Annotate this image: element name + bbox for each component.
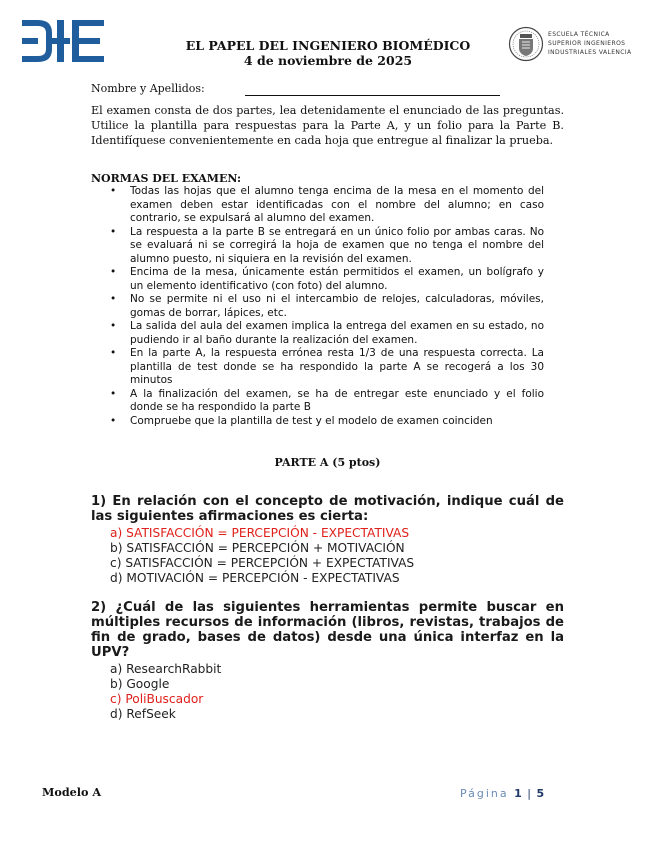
school-name-line: ESCUELA TÉCNICA: [548, 31, 610, 38]
answer-option: a) ResearchRabbit: [110, 662, 222, 676]
name-input-line[interactable]: [245, 95, 500, 96]
exam-model-label: Modelo A: [42, 785, 102, 799]
answer-option: d) MOTIVACIÓN = PERCEPCIÓN - EXPECTATIVAS: [110, 571, 400, 585]
page-indicator: [460, 787, 544, 800]
question-2: [91, 600, 564, 722]
title-line-1: EL PAPEL DEL INGENIERO BIOMÉDICO: [185, 38, 471, 53]
school-seal-icon: [508, 26, 544, 62]
question-text: 2) ¿Cuál de las siguientes herramientas permite buscar en múltiples recursos de información (libros, revistas, trabajos de fin de grado, bases de datos) desde una única interfaz en la UPV?: [91, 600, 564, 660]
document-title: [150, 38, 506, 68]
rule-item: • Compruebe que la plantilla de test y el modelo de examen coinciden: [110, 415, 544, 429]
answer-options: [110, 662, 564, 722]
page-label: Página: [460, 787, 509, 800]
rule-item: • No se permite ni el uso ni el intercambio de relojes, calculadoras, móviles, gomas de borrar, lápices, etc.: [110, 293, 544, 320]
answer-option: b) Google: [110, 677, 170, 691]
rule-item: • Encima de la mesa, únicamente están permitidos el examen, un bolígrafo y un elemento identificativo (con foto) del alumno.: [110, 266, 544, 293]
answer-option: d) RefSeek: [110, 707, 176, 721]
answer-option: c) PoliBuscador: [110, 692, 204, 706]
answer-option: b) SATISFACCIÓN = PERCEPCIÓN + MOTIVACIÓN: [110, 541, 405, 555]
part-a-title: PARTE A (5 ptos): [274, 456, 381, 469]
intro-paragraph: El examen consta de dos partes, lea detenidamente el enunciado de las preguntas. Utilice la plantilla para respuestas para la Parte A, y un folio para la Parte B. Identifíquese convenientemente en cada hoja que entregue al finalizar la prueba.: [91, 104, 564, 147]
school-logo: [508, 26, 633, 64]
school-name-line: SUPERIOR INGENIEROS: [548, 40, 626, 47]
rules-list: [110, 185, 544, 428]
exam-date: 4 de noviembre de 2025: [243, 53, 413, 68]
rules-heading: NORMAS DEL EXAMEN:: [91, 172, 242, 185]
rule-item: • Todas las hojas que el alumno tenga encima de la mesa en el momento del examen deben estar identificadas con el nombre del alumno; en caso contrario, se expulsará al alumno del examen.: [110, 185, 544, 226]
rule-item: • En la parte A, la respuesta errónea resta 1/3 de una respuesta correcta. La plantilla de test donde se ha respondido la parte A se recogerá a los 30 minutos: [110, 347, 544, 388]
name-label: Nombre y Apellidos:: [91, 82, 205, 95]
page-current: 1: [514, 787, 522, 800]
page-separator: |: [527, 787, 532, 800]
answer-option: c) SATISFACCIÓN = PERCEPCIÓN + EXPECTATIVAS: [110, 556, 415, 570]
question-1: [91, 494, 564, 586]
question-text: 1) En relación con el concepto de motivación, indique cuál de las siguientes afirmaciones es cierta:: [91, 494, 564, 524]
answer-option: a) SATISFACCIÓN = PERCEPCIÓN - EXPECTATIVAS: [110, 526, 410, 540]
rule-item: • La respuesta a la parte B se entregará en un único folio por ambas caras. No se evaluará ni se corregirá la hoja de examen que no tenga el nombre del alumno puesto, ni siquiera en la revisión del examen.: [110, 226, 544, 267]
rule-item: • La salida del aula del examen implica la entrega del examen en su estado, no pudiendo ir al baño durante la realización del examen.: [110, 320, 544, 347]
page-total: 5: [536, 787, 545, 800]
die-logo: [22, 20, 104, 62]
answer-options: [110, 526, 564, 586]
rule-item: • A la finalización del examen, se ha de entregar este enunciado y el folio donde se ha respondido la parte B: [110, 388, 544, 415]
school-name-line: INDUSTRIALES VALENCIA: [548, 49, 632, 56]
